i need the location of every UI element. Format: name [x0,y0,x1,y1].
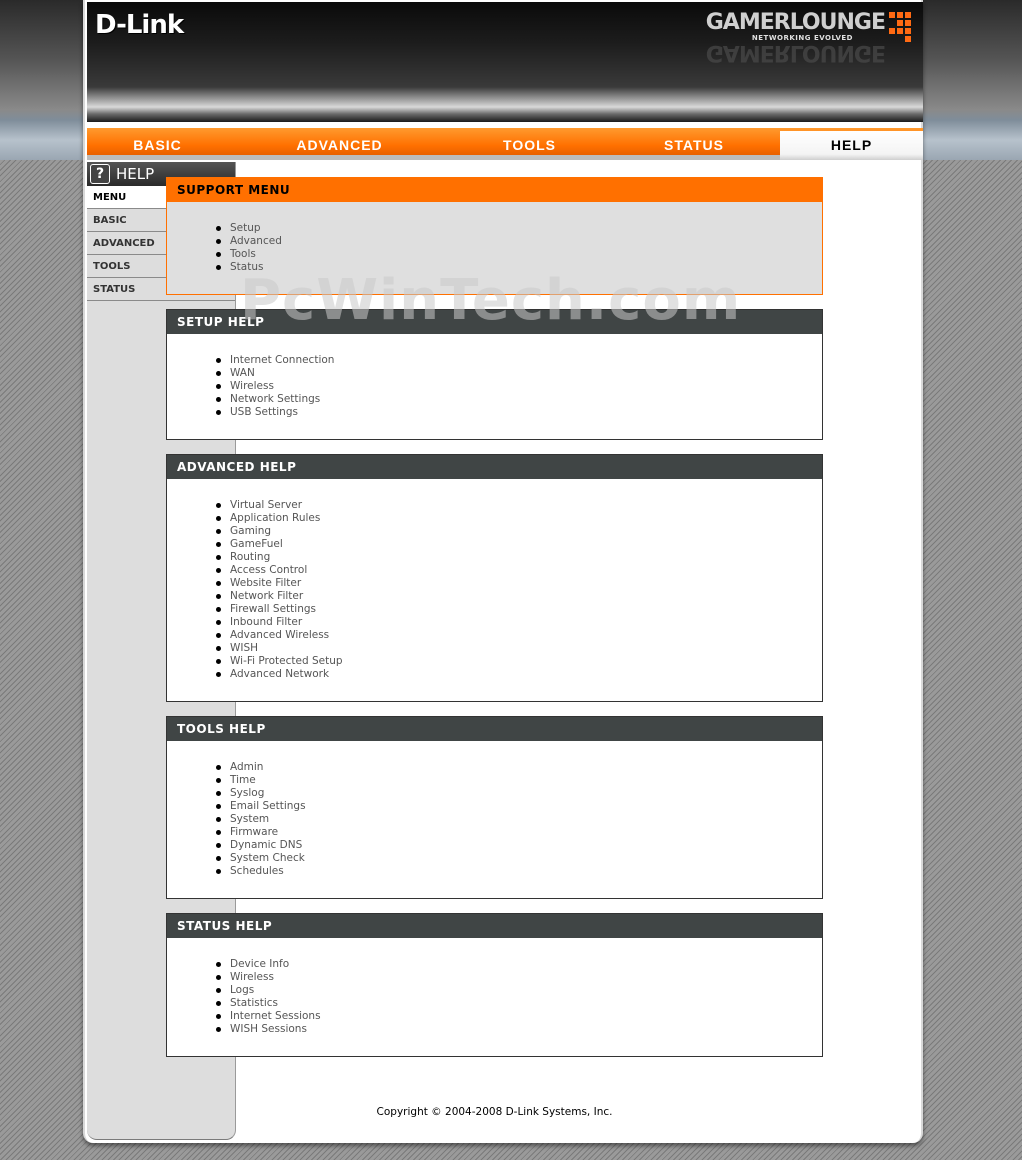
section-title: STATUS HELP [167,914,822,938]
link-list [216,761,822,878]
list-item [216,393,822,406]
help-link[interactable]: System [230,813,270,825]
help-link[interactable]: WAN [230,367,255,379]
tools-help-section [166,716,823,899]
list-item [216,629,822,642]
list-item [216,538,822,551]
help-content [166,177,823,1071]
list-item [216,774,822,787]
help-link[interactable]: Wireless [230,380,274,392]
help-link[interactable]: Virtual Server [230,499,303,511]
support-menu-section [166,177,823,295]
list-item [216,603,822,616]
list-item [216,984,822,997]
tab-advanced[interactable]: ADVANCED [296,137,383,153]
list-item [216,852,822,865]
list-item [216,813,822,826]
sidebar-item-basic[interactable]: BASIC [87,209,235,232]
help-link[interactable]: Access Control [230,564,308,576]
help-link[interactable]: Application Rules [230,512,321,524]
help-link[interactable]: Inbound Filter [230,616,303,628]
help-link[interactable]: USB Settings [230,406,298,418]
help-link[interactable]: Wi-Fi Protected Setup [230,655,343,667]
main-nav-tabs [87,128,923,160]
help-link[interactable]: Advanced Network [230,668,330,680]
help-link[interactable]: Admin [230,761,264,773]
help-link[interactable]: Network Filter [230,590,304,602]
list-item [216,590,822,603]
list-item [216,235,822,248]
dlink-logo: D-Link [95,10,184,40]
help-link[interactable]: Statistics [230,997,278,1009]
list-item [216,761,822,774]
help-link[interactable]: System Check [230,852,305,864]
tab-basic[interactable]: BASIC [133,137,182,153]
sidebar-item-menu[interactable]: MENU [87,186,235,209]
help-link[interactable]: Syslog [230,787,265,799]
list-item [216,616,822,629]
list-item [216,248,822,261]
copyright-text: Copyright © 2004-2008 D-Link Systems, Inc. [376,1106,613,1118]
list-item [216,380,822,393]
sidebar-title: HELP [116,165,155,183]
tab-help[interactable]: HELP [780,131,923,160]
help-link[interactable]: Firmware [230,826,279,838]
list-item [216,655,822,668]
tab-status[interactable]: STATUS [664,137,724,153]
section-title: SUPPORT MENU [167,178,822,202]
help-link[interactable]: GameFuel [230,538,283,550]
status-help-section [166,913,823,1057]
gamerlounge-tagline: NETWORKING EVOLVED [751,34,853,42]
sidebar-item-tools[interactable]: TOOLS [87,255,235,278]
section-title: SETUP HELP [167,310,822,334]
help-link[interactable]: Internet Connection [230,354,335,366]
help-link[interactable]: Network Settings [230,393,321,405]
list-item [216,865,822,878]
list-item [216,564,822,577]
help-link[interactable]: Setup [230,222,261,234]
tab-tools[interactable]: TOOLS [503,137,556,153]
list-item [216,222,822,235]
list-item [216,971,822,984]
help-link[interactable]: Tools [230,248,256,260]
header-banner [87,2,923,122]
link-list [216,499,822,681]
help-link[interactable]: Status [230,261,264,273]
list-item [216,642,822,655]
list-item [216,997,822,1010]
list-item [216,1023,822,1036]
help-link[interactable]: Internet Sessions [230,1010,321,1022]
sidebar-item-advanced[interactable]: ADVANCED [87,232,235,255]
list-item [216,800,822,813]
list-item [216,839,822,852]
watermark: PcWinTech.com [240,268,742,333]
help-link[interactable]: Advanced Wireless [230,629,330,641]
gamerlounge-mark-icon [889,12,915,42]
gamerlounge-brand [705,10,915,65]
list-item [216,668,822,681]
advanced-help-section [166,454,823,702]
sidebar-item-status[interactable]: STATUS [87,278,235,301]
section-title: TOOLS HELP [167,717,822,741]
help-link[interactable]: Gaming [230,525,272,537]
help-link[interactable]: Email Settings [230,800,306,812]
help-link[interactable]: WISH Sessions [230,1023,307,1035]
list-item [216,406,822,419]
list-item [216,826,822,839]
gamerlounge-title: GAMERLOUNGE [705,10,885,35]
help-link[interactable]: Device Info [230,958,290,970]
list-item [216,261,822,274]
setup-help-section [166,309,823,440]
help-question-icon: ? [90,164,110,184]
help-link[interactable]: Dynamic DNS [230,839,303,851]
list-item [216,787,822,800]
list-item [216,354,822,367]
help-link[interactable]: Logs [230,984,255,996]
link-list [216,958,822,1036]
list-item [216,367,822,380]
list-item [216,525,822,538]
list-item [216,958,822,971]
list-item [216,499,822,512]
help-link[interactable]: Advanced [230,235,282,247]
help-link[interactable]: Time [230,774,256,786]
help-link[interactable]: Wireless [230,971,274,983]
help-link[interactable]: Routing [230,551,271,563]
help-link[interactable]: Website Filter [230,577,302,589]
link-list [216,222,822,274]
help-link[interactable]: WISH [230,642,259,654]
list-item [216,1010,822,1023]
help-link[interactable]: Firewall Settings [230,603,316,615]
help-link[interactable]: Schedules [230,865,284,877]
list-item [216,551,822,564]
list-item [216,577,822,590]
section-title: ADVANCED HELP [167,455,822,479]
list-item [216,512,822,525]
link-list [216,354,822,419]
gamerlounge-reflection: GAMERLOUNGE [705,40,885,65]
